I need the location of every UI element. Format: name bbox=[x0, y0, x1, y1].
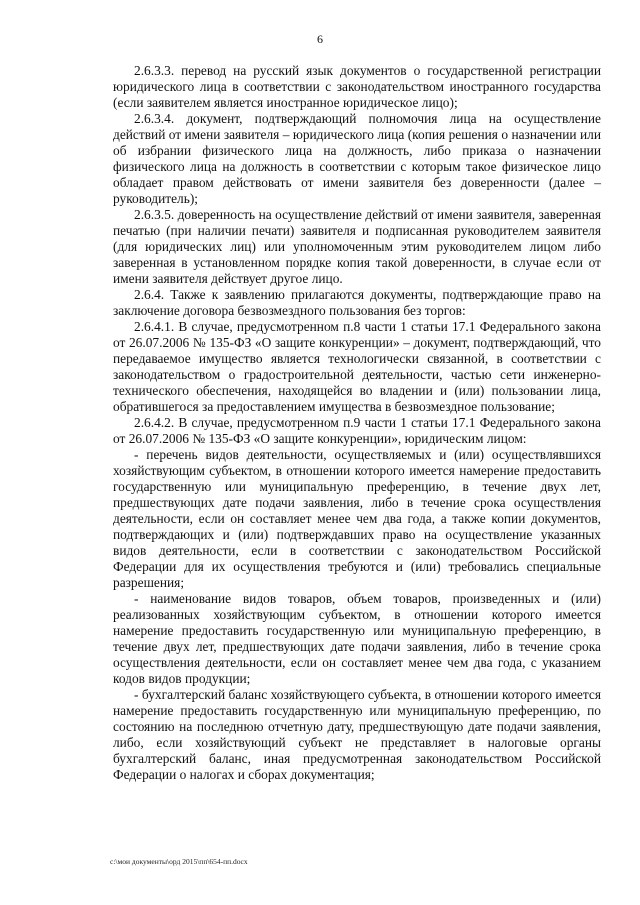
footer-file-path: c:\мои документы\орд 2015\пп\654-пп.docx bbox=[110, 857, 248, 866]
page-number: 6 bbox=[317, 32, 323, 46]
paragraph-2-6-3-5: 2.6.3.5. доверенность на осуществление действий от имени заявителя, заверенная печатью (при наличии печати) заявителя и подписанная руководителем заявителя (для юридических лиц) или уполномоченным этим руководителем лицом либо заверенная в установленном порядке копия такой доверенности, в случае если от имени заявителя действует другое лицо. bbox=[113, 207, 601, 286]
paragraph-2-6-3-4: 2.6.3.4. документ, подтверждающий полномочия лица на осуществление действий от имени заявителя – юридического лица (копия решения о назначении или об избрании физического лица на должность, либо приказа о назначении физического лица на должность в соответствии с которым такое физическое лицо обладает правом действовать от имени заявителя без доверенности (далее – руководитель); bbox=[113, 111, 601, 206]
document-body bbox=[113, 63, 601, 783]
paragraph-2-6-3-3: 2.6.3.3. перевод на русский язык документов о государственной регистрации юридического лица в соответствии с законодательством иностранного государства (если заявителем является иностранное юридическое лицо); bbox=[113, 63, 601, 110]
list-item-goods: - наименование видов товаров, объем товаров, произведенных и (или) реализованных хозяйствующим субъектом, в отношении которого имеется намерение предоставить государственную или муниципальную преференцию, в течение двух лет, предшествующих дате подачи заявления, либо в течение срока осуществления деятельности, если он составляет менее чем два года, с указанием кодов видов продукции; bbox=[113, 591, 601, 686]
paragraph-2-6-4: 2.6.4. Также к заявлению прилагаются документы, подтверждающие право на заключение договора безвозмездного пользования без торгов: bbox=[113, 287, 601, 318]
list-item-activities: - перечень видов деятельности, осуществляемых и (или) осуществлявшихся хозяйствующим субъектом, в отношении которого имеется намерение предоставить государственную или муниципальную преференцию, в течение двух лет, предшествующих дате подачи заявления, либо в течение срока осуществления деятельности, если он составляет менее чем два года, а также копии документов, подтверждающих и (или) подтверждавших право на осуществление указанных видов деятельности, если в соответствии с законодательством Российской Федерации для их осуществления требуются и (или) требовались специальные разрешения; bbox=[113, 447, 601, 590]
list-item-balance-sheet: - бухгалтерский баланс хозяйствующего субъекта, в отношении которого имеется намерение предоставить государственную или муниципальную преференцию, по состоянию на последнюю отчетную дату, предшествующую дате подачи заявления, либо, если хозяйствующий субъект не представляет в налоговые органы бухгалтерский баланс, иная предусмотренная законодательством Российской Федерации о налогах и сборах документация; bbox=[113, 687, 601, 782]
paragraph-2-6-4-1: 2.6.4.1. В случае, предусмотренном п.8 части 1 статьи 17.1 Федерального закона от 26.07.2006 № 135-ФЗ «О защите конкуренции» – документ, подтверждающий, что передаваемое имущество является технологически связанной, в соответствии с законодательством о градостроительной деятельности, частью сети инженерно-технического обеспечения, находящейся во владении и (или) пользовании лица, обратившегося за предоставлением имущества в безвозмездное пользование; bbox=[113, 319, 601, 414]
paragraph-2-6-4-2: 2.6.4.2. В случае, предусмотренном п.9 части 1 статьи 17.1 Федерального закона от 26.07.2006 № 135-ФЗ «О защите конкуренции», юридическим лицом: bbox=[113, 415, 601, 446]
